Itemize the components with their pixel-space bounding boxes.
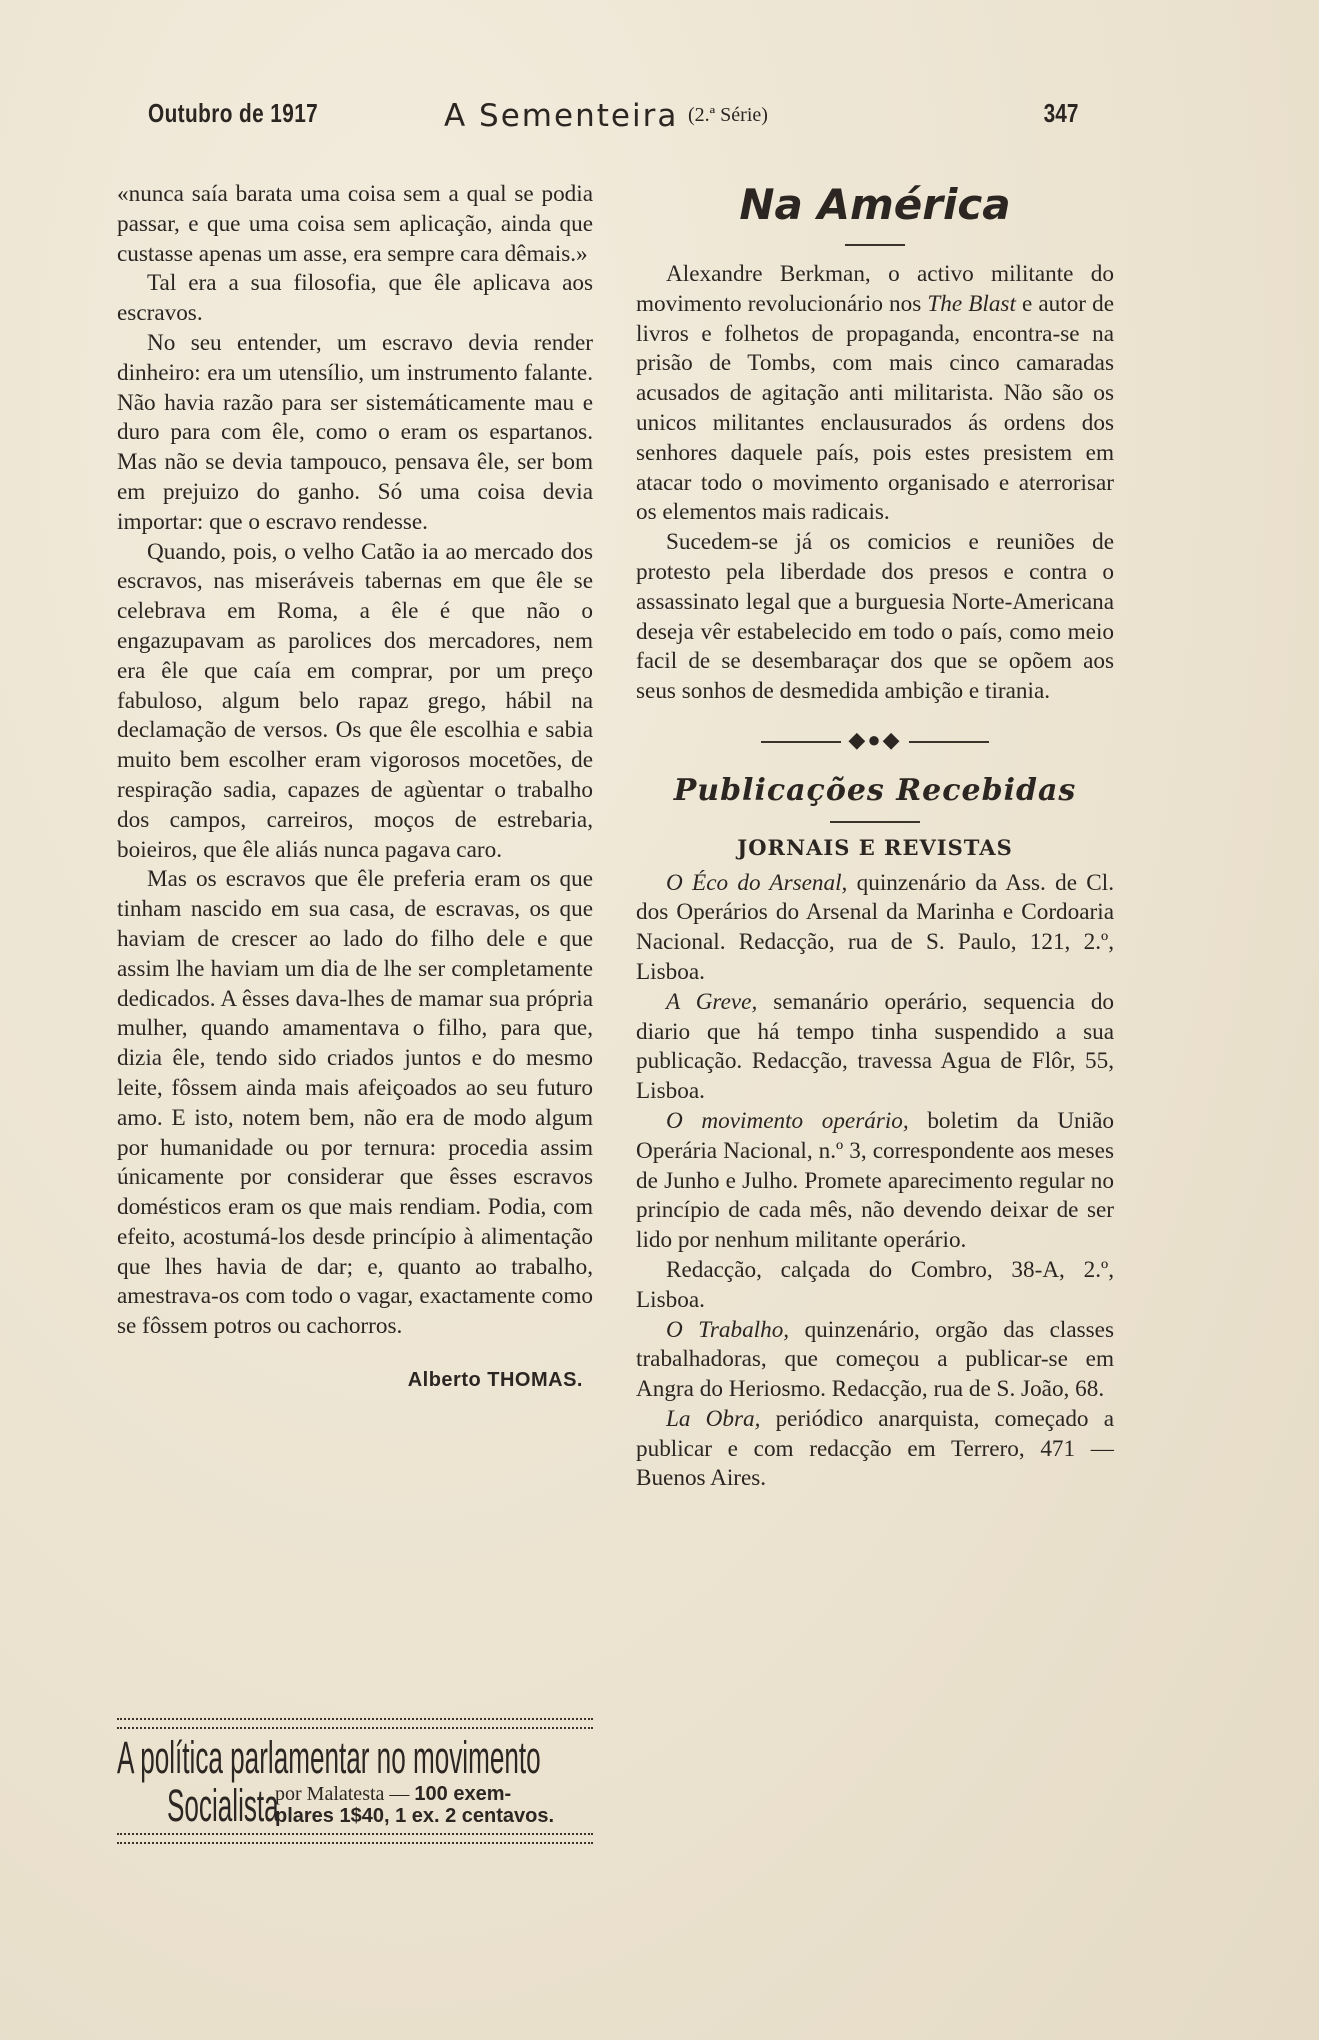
ornament-divider xyxy=(636,725,1114,755)
paragraph: Sucedem-se já os comicios e reuniões de protesto pela liberdade dos presos e contra o assassinato legal que a burguesia Norte-Americana deseja vêr estabelecido em todo o país, como meio facil de se desembaraçar dos que se opõem aos seus sonhos de desmedida ambição e tirania. xyxy=(636,529,1114,705)
page-number: 347 xyxy=(1043,98,1078,128)
left-column xyxy=(117,180,593,1396)
right-column xyxy=(636,180,1114,1494)
ad-details xyxy=(275,1783,554,1827)
article-signature: Alberto THOMAS. xyxy=(407,1369,583,1392)
publication-entry xyxy=(636,1107,1114,1256)
paragraph: «nunca saía barata uma coisa sem a qual se podia passar, e que uma coisa sem aplicação, ainda que custasse apenas um asse, era sempre cara dêmais.» xyxy=(117,181,593,267)
publication-title: O Éco do Arsenal, xyxy=(666,869,848,896)
page-header xyxy=(148,98,1078,142)
ad-author: por Malatesta — xyxy=(275,1783,410,1805)
publication-entry xyxy=(636,1316,1114,1405)
ornament-line xyxy=(761,741,841,743)
ad-border-bottom xyxy=(117,1833,593,1844)
book-advertisement xyxy=(117,1718,593,1850)
issue-date: Outubro de 1917 xyxy=(148,98,319,128)
title-rule xyxy=(830,821,920,823)
publication-address: Redacção, calçada do Combro, 38-A, 2.º, Lisboa. xyxy=(636,1256,1114,1313)
journal-title: A Sementeira xyxy=(444,98,679,134)
publication-title: O movimento operário, xyxy=(666,1107,909,1134)
ad-price: plares 1$40, 1 ex. 2 centavos. xyxy=(275,1805,555,1827)
publication-text: quinzenário da Ass. de Cl. dos Operários do Arsenal da Marinha e Cordoaria Nacional. Redacção, rua de S. Paulo, 121, 2.º, Lisboa. xyxy=(636,869,1114,985)
paragraph: Tal era a sua filosofia, que êle aplicava aos escravos. xyxy=(117,270,593,327)
section-title: Na América xyxy=(739,180,1011,229)
publication-text: quinzenário, orgão das classes trabalhadoras, que começou a publicar-se em Angra do Heriosmo. Redacção, rua de S. João, 68. xyxy=(636,1316,1115,1403)
ad-title-word-text: Socialista xyxy=(167,1780,279,1831)
publication-title: La Obra, xyxy=(666,1405,761,1432)
ad-title-word xyxy=(117,1780,287,1831)
text-run: Alexandre Berkman, o activo militante do movimento revolucionário nos xyxy=(636,261,1114,317)
ad-title-line: A política parlamentar no movimento xyxy=(117,1732,541,1783)
paragraph: No seu entender, um escravo devia render dinheiro: era um utensílio, um instrumento falante. Não havia razão para ser sistemáticamente mau e duro para com êle, como o eram os espartanos. Mas não se devia tampouco, pensava êle, ser bom em prejuizo do ganho. Só uma coisa devia importar: que o escravo rendesse. xyxy=(117,329,593,535)
paragraph: Mas os escravos que êle preferia eram os que tinham nascido em sua casa, de escravas, os que haviam de crescer ao lado do filho dele e que assim lhe haviam um dia de lhe ser completamente dedicados. A êsses dava-lhes de mamar sua própria mulher, quando amamentava o filho, para que, dizia êle, tendo sido criados juntos e do mesmo leite, fôssem ainda mais afeiçoados ao seu futuro amo. E isto, notem bem, não era de modo algum por humanidade ou por ternura: procedia assim únicamente por considerar que êsses escravos domésticos eram os que mais rendiam. Podia, com efeito, acostumá-los desde princípio à alimentação que lhes havia de dar; e, quanto ao trabalho, amestrava-os com todo o vagar, exactamente como se fôssem potros ou cachorros. xyxy=(117,866,593,1340)
ad-second-line xyxy=(117,1780,593,1831)
publications-title: Publicações Recebidas xyxy=(673,772,1077,808)
publication-entry xyxy=(636,988,1114,1107)
journal-series: (2.ª Série) xyxy=(688,104,768,126)
publication-title: A Greve, xyxy=(666,988,758,1015)
publication-entry xyxy=(636,1405,1114,1494)
ornament-glyph: ◆●◆ xyxy=(848,726,902,752)
publication-title: O Trabalho, xyxy=(666,1316,790,1343)
title-rule xyxy=(845,244,905,246)
publications-subtitle: JORNAIS E REVISTAS xyxy=(737,834,1013,860)
paragraph xyxy=(636,260,1114,528)
ad-quantity: 100 exem- xyxy=(414,1783,512,1805)
ad-border-top xyxy=(117,1718,593,1729)
journal-name: The Blast xyxy=(927,290,1016,317)
text-run: e autor de livros e folhetos de propaganda, encontra-se na prisão de Tombs, com mais cinco camaradas acusados de agitação anti militarista. Não são os unicos militantes enclausurados ás ordens dos senhores daquele país, pois estes presistem em atacar todo o movimento organisado e aterrorisar os elementos mais radicais. xyxy=(636,290,1114,526)
publication-text: periódico anarquista, começado a publicar e com redacção em Terrero, 471 — Buenos Aires. xyxy=(636,1405,1114,1492)
publication-text: boletim da União Operária Nacional, n.º 3, correspondente aos meses de Junho e Julho. Promete aparecimento regular no princípio de cada mês, não devendo deixar de ser lido por nenhum militante operário. xyxy=(636,1107,1114,1254)
paragraph: Quando, pois, o velho Catão ia ao mercado dos escravos, nas miseráveis tabernas em que êle se celebrava em Roma, a êle é que não o engazupavam as parolices dos mercadores, nem era êle que caía em comprar, por um preço fabuloso, algum belo rapaz grego, hábil na declamação de versos. Os que êle escolhia e sabia muito bem escolher eram vigorosos mocetões, de respiração sadia, capazes de agùentar o trabalho dos campos, carreiros, moços de estrebaria, boieiros, que êle aliás nunca pagava caro. xyxy=(117,538,593,863)
ornament-line xyxy=(909,741,989,743)
publication-entry xyxy=(636,869,1114,988)
publication-text: semanário operário, sequencia do diario que há tempo tinha suspendido a sua publicação. Redacção, travessa Agua de Flôr, 55, Lisboa. xyxy=(636,988,1115,1105)
